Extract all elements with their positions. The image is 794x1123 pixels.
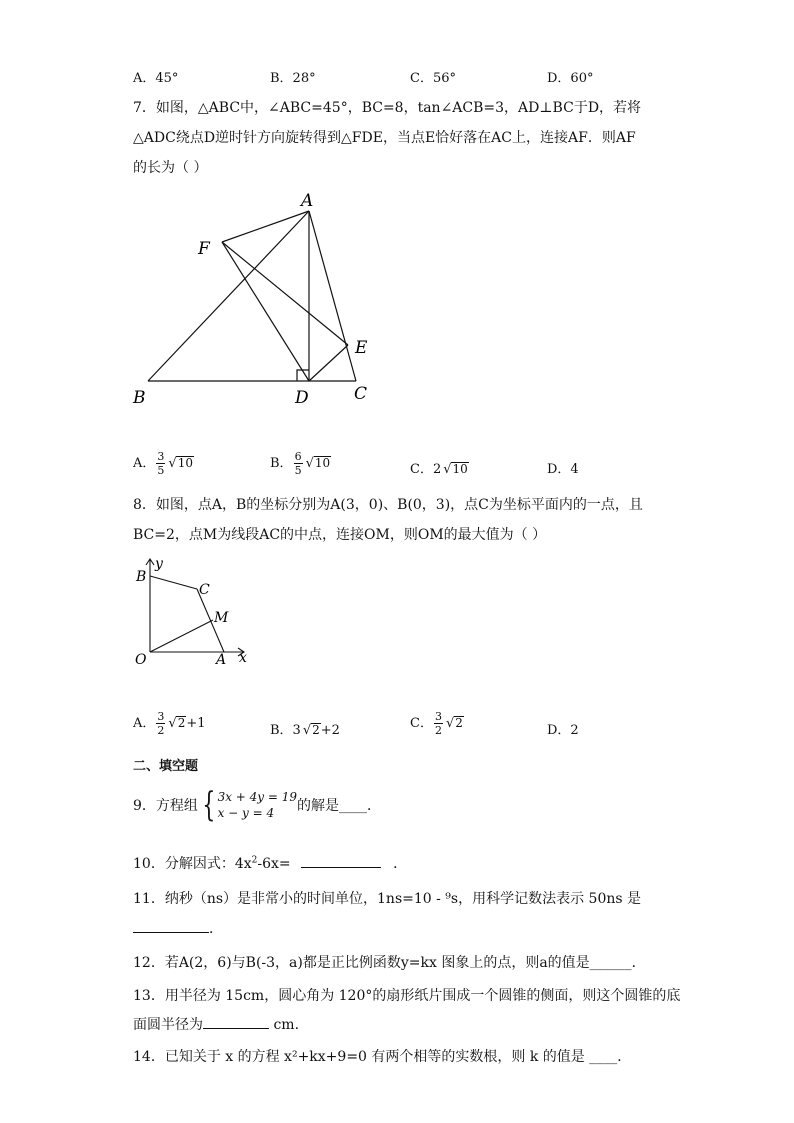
q7-figure — [128, 188, 388, 410]
q8-figure — [128, 552, 258, 672]
q8-line-1: 8．如图，点A，B的坐标分别为A(3，0)、B(0，3)，点C为坐标平面内的一点，且 — [133, 497, 643, 513]
q8-label-m: M — [214, 610, 229, 626]
q14: 14．已知关于 x 的方程 x²+kx+9=0 有两个相等的实数根，则 k 的值是 ____． — [133, 1049, 632, 1065]
q7-label-f: F — [198, 239, 210, 259]
q10-answer-blank[interactable] — [301, 866, 381, 868]
q11-answer-blank[interactable] — [133, 931, 209, 933]
q11-line-2: ． — [133, 918, 223, 938]
q7-line-2: △ADC绕点D逆时针方向旋转得到△FDE，当点E恰好落在AC上，连接AF．则AF — [133, 130, 636, 146]
q8-label-c: C — [199, 582, 210, 598]
q8-option-c: C． $\frac{3}{2}$ √ 2 — [410, 711, 464, 736]
q13-line-1: 13．用半径为 15cm，圆心角为 120°的扇形纸片围成一个圆锥的侧面，则这个圆锥的底 — [133, 988, 681, 1004]
q7-option-c: C．2√ 10 — [410, 458, 469, 477]
section-heading-fill-in: 二、填空题 — [133, 759, 199, 774]
q13-line-2: 面圆半径为 cm. — [133, 1017, 300, 1033]
q8-option-a: A． $\frac{3}{2}$ √ 2+1 — [133, 711, 206, 736]
q7-label-b: B — [133, 388, 146, 408]
q8-option-d: D．2 — [547, 723, 579, 738]
q7-label-c: C — [354, 384, 368, 404]
q6-option-a: A．45° — [133, 71, 179, 86]
q9-equation-system: { 3x + 4y = 19 x − y = 4 — [202, 785, 298, 825]
q8-option-b: B．3√ 2+2 — [270, 719, 340, 738]
q6-option-c: C．56° — [410, 71, 456, 86]
q8-label-y: y — [155, 556, 163, 572]
q7-line-3: 的长为（ ） — [133, 160, 208, 176]
q7-line-1: 7．如图，△ABC中，∠ABC=45°，BC=8，tan∠ACB=3，AD⊥BC于D，若将 — [133, 100, 642, 116]
q6-option-d: D．60° — [547, 71, 594, 86]
q7-option-a: A． $\frac{3}{5}$ √ 10 — [133, 451, 194, 476]
q8-label-b: B — [136, 569, 147, 585]
q7-label-d: D — [295, 388, 309, 408]
q6-option-b: B．28° — [270, 71, 316, 86]
q10: 10．分解因式：$4x^2-6x=$ ． — [133, 855, 408, 872]
q11-line-1: 11．纳秒（ns）是非常小的时间单位，1ns=10 - ⁹s，用科学记数法表示 50ns 是 — [133, 891, 642, 907]
q7-label-a: A — [301, 191, 314, 211]
q7-option-b: B． $\frac{6}{5}$ √ 10 — [270, 451, 331, 476]
q12: 12．若A(2，6)与B(-3，a)都是正比例函数y=kx 图象上的点，则a的值是______． — [133, 955, 646, 971]
q8-label-a: A — [216, 652, 227, 668]
q9: 9．方程组 { 3x + 4y = 19 x − y = 4 的解是____． — [133, 785, 382, 825]
q7-label-e: E — [355, 338, 368, 358]
q13-answer-blank[interactable] — [203, 1027, 269, 1029]
q8-line-2: BC=2，点M为线段AC的中点，连接OM，则OM的最大值为（ ） — [133, 527, 547, 543]
q8-label-o: O — [135, 652, 147, 668]
q8-label-x: x — [239, 650, 247, 666]
q7-option-d: D．4 — [547, 462, 579, 477]
